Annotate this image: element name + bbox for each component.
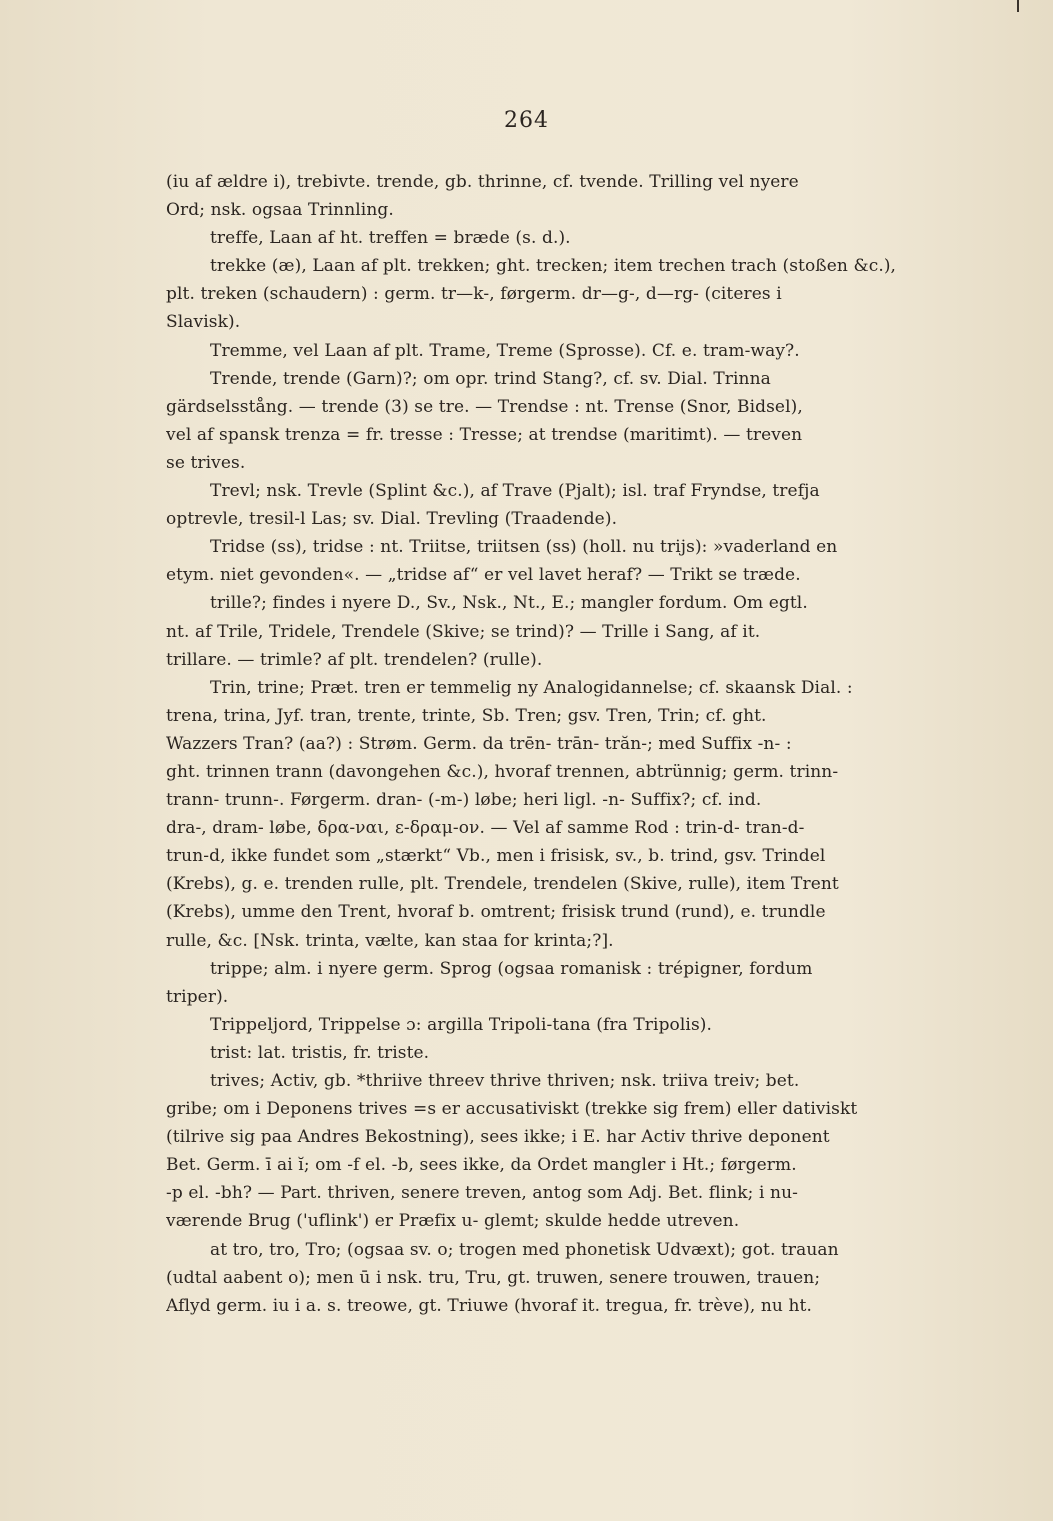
text-line: trun-d, ikke fundet som „stærkt“ Vb., men i frisisk, sv., b. trind, gsv. Trindel <box>166 846 826 867</box>
text-line: trille?; findes i nyere D., Sv., Nsk., Nt., E.; mangler fordum. Om egtl. <box>210 593 808 614</box>
text-line: (iu af ældre i), trebivte. trende, gb. thrinne, cf. tvende. Trilling vel nyere <box>166 172 799 192</box>
text-line: Wazzers Tran? (aa?) : Strøm. Germ. da trēn- trān- trăn-; med Suffix -n- : <box>166 733 792 754</box>
text-line: treffe, Laan af ht. treffen = bræde (s. d.). <box>210 228 571 249</box>
text-line: Trippeljord, Trippelse ɔ: argilla Tripoli-tana (fra Tripolis). <box>210 1014 713 1035</box>
text-line: Bet. Germ. ī ai ĭ; om -f el. -b, sees ikke, da Ordet mangler i Ht.; førgerm. <box>166 1155 797 1176</box>
text-line: (Krebs), g. e. trenden rulle, plt. Trendele, trendelen (Skive, rulle), item Trent <box>166 874 839 895</box>
text-line: rulle, &c. [Nsk. trinta, vælte, kan staa for krinta;?]. <box>166 930 614 951</box>
text-line: (udtal aabent o); men ū i nsk. tru, Tru, gt. truwen, senere trouwen, trauen; <box>166 1267 821 1288</box>
edge-mark <box>1017 0 1019 12</box>
text-line: trena, trina, Jyf. tran, trente, trinte, Sb. Tren; gsv. Tren, Trin; cf. ght. <box>166 705 767 726</box>
text-line: Tridse (ss), tridse : nt. Triitse, triitsen (ss) (holl. nu trijs): »vaderland en <box>210 537 838 558</box>
text-line: dra-, dram- løbe, δρα-ναι, ε-δραμ-ον. — Vel af samme Rod : trin-d- tran-d- <box>166 818 805 839</box>
text-line: gribe; om i Deponens trives =s er accusativiskt (trekke sig frem) eller dativiskt <box>166 1099 858 1120</box>
text-line: (tilrive sig paa Andres Bekostning), sees ikke; i E. har Activ thrive deponent <box>166 1127 830 1148</box>
text-line: gärdselsstång. — trende (3) se tre. — Trendse : nt. Trense (Snor, Bidsel), <box>166 396 803 417</box>
text-line: etym. niet gevonden«. — „tridse af“ er vel lavet heraf? — Trikt se træde. <box>166 565 801 586</box>
text-line: trann- trunn-. Førgerm. dran- (-m-) løbe; heri ligl. -n- Suffix?; cf. ind. <box>166 790 762 811</box>
text-line: se trives. <box>166 452 246 473</box>
text-line: plt. treken (schaudern) : germ. tr—k-, førgerm. dr—g-, d—rg- (citeres i <box>166 284 782 305</box>
text-line: at tro, tro, Tro; (ogsaa sv. o; trogen med phonetisk Udvæxt); got. trauan <box>210 1239 839 1260</box>
text-line: trillare. — trimle? af plt. trendelen? (rulle). <box>166 649 543 670</box>
text-line: Trende, trende (Garn)?; om opr. trind Stang?, cf. sv. Dial. Trinna <box>210 368 771 389</box>
text-line: Tremme, vel Laan af plt. Trame, Treme (Sprosse). Cf. e. tram-way?. <box>210 340 800 361</box>
text-line: trippe; alm. i nyere germ. Sprog (ogsaa romanisk : trépigner, fordum <box>210 958 813 979</box>
text-line: Trin, trine; Præt. tren er temmelig ny Analogidannelse; cf. skaansk Dial. : <box>210 677 853 698</box>
text-line: trekke (æ), Laan af plt. trekken; ght. trecken; item trechen trach (stoßen &c.), <box>210 256 897 277</box>
text-line: -p el. -bh? — Part. thriven, senere treven, antog som Adj. Bet. flink; i nu- <box>166 1183 798 1204</box>
text-line: Aflyd germ. iu i a. s. treowe, gt. Triuwe (hvoraf it. tregua, fr. trève), nu ht. <box>166 1295 812 1316</box>
entry-text <box>166 168 992 1320</box>
text-line: optrevle, tresil-l Las; sv. Dial. Trevling (Traadende). <box>166 509 618 530</box>
text-line: vel af spansk trenza = fr. tresse : Tresse; at trendse (maritimt). — treven <box>166 424 803 445</box>
text-line: (Krebs), umme den Trent, hvoraf b. omtrent; frisisk trund (rund), e. trundle <box>166 902 826 923</box>
text-line: nt. af Trile, Tridele, Trendele (Skive; se trind)? — Trille i Sang, af it. <box>166 621 761 642</box>
text-line: ght. trinnen trann (davongehen &c.), hvoraf trennen, abtrünnig; germ. trinn- <box>166 761 839 782</box>
text-line: Ord; nsk. ogsaa Trinnling. <box>166 200 394 221</box>
text-line: trist: lat. tristis, fr. triste. <box>210 1042 430 1063</box>
text-line: Slavisk). <box>166 312 241 333</box>
text-line: værende Brug ('uflink') er Præfix u- glemt; skulde hedde utreven. <box>166 1211 740 1232</box>
text-line: triper). <box>166 986 229 1007</box>
text-line: trives; Activ, gb. *thriive threev thrive thriven; nsk. triiva treiv; bet. <box>210 1071 800 1091</box>
page-number: 264 <box>504 108 549 133</box>
text-line: Trevl; nsk. Trevle (Splint &c.), af Trave (Pjalt); isl. traf Fryndse, trefja <box>210 481 820 502</box>
